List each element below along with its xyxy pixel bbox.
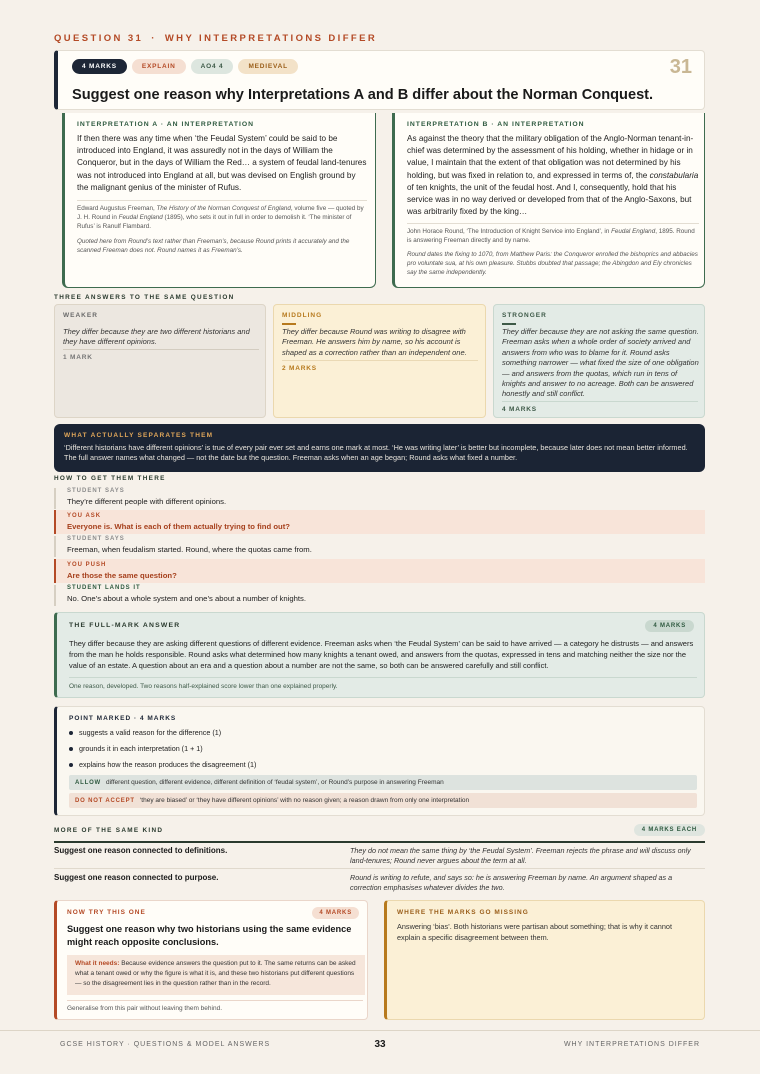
point-marked-label: POINT MARKED · 4 MARKS: [69, 715, 177, 722]
footer-divider: [0, 1030, 760, 1031]
turn-label: YOU PUSH: [67, 562, 107, 568]
interpretation-a-card: [62, 113, 376, 288]
separates-label: WHAT ACTUALLY SEPARATES THEM: [64, 432, 214, 439]
bullet-icon: [69, 763, 73, 767]
try-this-badge: 4 MARKS: [312, 907, 359, 919]
interpretation-a-label: INTERPRETATION A · AN INTERPRETATION: [77, 121, 255, 128]
interpretation-b-label: INTERPRETATION B · AN INTERPRETATION: [407, 121, 585, 128]
separates-text: ‘Different historians have different opinions’ is true of every pair ever set and earns one mark at most. ‘He was writing later’ is better but incomplete, because later does not mean better informed. The full answer names what changed — not the date but the question. Freeman asks when an age began; Round asks what fixed a number.: [64, 443, 688, 463]
separates-panel: [54, 424, 705, 472]
interpretation-b-note: Round dates the fixing to 1070, from Matthew Paris: the Conqueror enrolled the bishoprics and abbacies pro voluntate sua, at his own pleasure. Stubbs doubted that passage; the Abingdon and Ely chronicles say the same independently.: [407, 251, 698, 276]
turn-text: No. One’s about a whole system and one’s about a number of knights.: [67, 594, 307, 603]
turn-text: They’re different people with different opinions.: [67, 497, 227, 506]
full-mark-note: One reason, developed. Two reasons half-explained score lower than one explained properly.: [69, 683, 338, 690]
criterion-item: explains how the reason produces the disagreement (1): [69, 760, 256, 769]
bullet-icon: [69, 731, 73, 735]
turn-text: Are those the same question?: [67, 571, 177, 580]
more-answer: They do not mean the same thing by ‘the Feudal System’. Freeman rejects the phrase and will discuss only land-tenures; Round never argues about the term at all.: [350, 846, 691, 865]
turn-label: STUDENT LANDS IT: [67, 585, 141, 591]
try-this-divider: [67, 1000, 363, 1001]
weaker-label: WEAKER: [63, 312, 98, 319]
question-kicker: [54, 33, 377, 44]
how-to-heading: HOW TO GET THEM THERE: [54, 475, 166, 482]
do-not-accept-row: DO NOT ACCEPT ‘they are biased’ or ‘they have different opinions’ with no reason given; a reason drawn from only one interpretation: [69, 793, 697, 808]
criterion-item: grounds it in each interpretation (1 + 1): [69, 744, 203, 753]
ao-badge: AO4 4: [191, 59, 234, 74]
middling-label: MIDDLING: [282, 312, 323, 319]
question-label: QUESTION 31: [54, 33, 144, 44]
question-badges: [72, 59, 298, 74]
topic-label: WHY INTERPRETATIONS DIFFER: [164, 33, 378, 44]
full-mark-label: THE FULL-MARK ANSWER: [69, 622, 181, 629]
weaker-marks: 1 MARK: [63, 349, 259, 361]
full-mark-text: They differ because they are asking different questions of different evidence. Freeman asks when ‘the Feudal System’ can be said to have arrived — a category he distrusts — and answers from the man he holds responsible. Round asks what determined how many knights a tenant owed, and answers from the quotas, expressed in tens and matching neither the size nor the value of an estate. A question about an era and a question about a number are not the same, so both can be answered carefully and still conflict.: [69, 639, 694, 670]
question-card: [54, 50, 705, 110]
command-badge: EXPLAIN: [132, 59, 186, 74]
turn-label: STUDENT SAYS: [67, 488, 125, 494]
turn-label: YOU ASK: [67, 513, 102, 519]
weaker-text: They differ because they are two different historians and they have different opinions.: [63, 327, 250, 347]
footer-chapter: WHY INTERPRETATIONS DIFFER: [563, 1041, 700, 1048]
middling-accent: [282, 323, 296, 325]
stronger-accent: [502, 323, 516, 325]
try-this-question: Suggest one reason why two historians using the same evidence might reach opposite conclusions.: [67, 924, 352, 947]
more-heading: MORE OF THE SAME KIND: [54, 827, 164, 834]
interpretation-a-note: Quoted here from Round’s text rather than Freeman’s, because Round prints it accurately and the scanned Freeman does not. Round names it as Freeman’s.: [77, 238, 350, 254]
question-text: Suggest one reason why Interpretations A and B differ about the Norman Conquest.: [72, 87, 654, 103]
more-question: Suggest one reason connected to definitions.: [54, 846, 228, 855]
bullet-icon: [69, 747, 73, 751]
more-badge: 4 MARKS EACH: [634, 824, 705, 836]
stronger-answer-card: [493, 304, 705, 418]
dialogue-turn-student: [54, 536, 705, 557]
middling-marks: 2 MARKS: [282, 360, 478, 372]
try-this-label: NOW TRY THIS ONE: [67, 909, 146, 916]
dialogue-turn-teacher: [54, 559, 705, 583]
more-row-divider: [54, 868, 705, 869]
turn-text: Freeman, when feudalism started. Round, where the quotas came from.: [67, 545, 312, 554]
interpretation-b-body: As against the theory that the military obligation of the Anglo-Norman tenant-in-chief was determined by the assessment of his holding, whether in hidage or in value, I maintain that the extent of that obligation was not determined by his holding, but was fixed in relation to, and expressed in terms of, the constabularia of ten knights, the unit of the feudal host. And I, consequently, hold that his service was in no way derived or developed from that of the Anglo-Saxons, but was arbitrarily fixed by the king…: [407, 134, 699, 217]
try-this-card: [54, 900, 368, 1020]
footer-book-title: GCSE HISTORY · QUESTIONS & MODEL ANSWERS: [60, 1041, 271, 1048]
dialogue-turn-student: [54, 488, 705, 509]
stronger-label: STRONGER: [502, 312, 547, 319]
stronger-text: They differ because they are not asking the same question. Freeman asks when a whole order of society arrived and answers from who was to blame for it. Round asks something narrower — what fixed the size of one obligation — and answers from the quotas, which run in tens of knights and answer to no acreage. Both can be answered honestly and still conflict.: [502, 327, 699, 399]
interpretation-a-divider: [77, 200, 367, 201]
weaker-answer-card: [54, 304, 266, 418]
page-number: 33: [374, 1039, 386, 1050]
question-number: 31: [669, 56, 692, 78]
marks-badge: 4 MARKS: [72, 59, 127, 74]
turn-label: STUDENT SAYS: [67, 536, 125, 542]
dialogue-turn-teacher: [54, 510, 705, 534]
more-answer: Round is writing to refute, and says so: he is answering Freeman by name. An argument shaped as a correction emphasises whatever divides the two.: [350, 873, 673, 892]
full-mark-badge: 4 MARKS: [645, 620, 694, 632]
full-mark-answer-card: [54, 612, 705, 698]
marks-missing-text: Answering ‘bias’. Both historians were partisan about something; that is why it cannot explain a specific disagreement between them.: [397, 922, 672, 942]
marks-missing-card: [384, 900, 705, 1020]
interpretation-a-source: Edward Augustus Freeman, The History of the Norman Conquest of England, volume five — quoted by J. H. Round in Feudal England (1895), who sets it out in full in order to demolish it. ‘The minister of Rufus’ is Ranulf Flambard.: [77, 205, 364, 230]
interpretation-b-divider: [407, 223, 699, 224]
dialogue-turn-student-lands: [54, 585, 705, 606]
period-badge: MEDIEVAL: [238, 59, 298, 74]
interpretation-b-card: [392, 113, 705, 288]
kicker-separator: ·: [151, 33, 157, 44]
full-mark-divider: [69, 677, 697, 678]
interpretation-b-source: John Horace Round, ‘The Introduction of Knight Service into England’, in Feudal England, 1895. Round is answering Freeman directly and by name.: [407, 228, 695, 244]
interpretation-a-body: If then there was any time when ‘the Feudal System’ could be said to be introduced into England, it was assuredly not in the days of William the Conqueror, but in the days of William the Red… a system of feudal land-tenures was not introduced into England at all, but was devised on English ground by the malignant genius of the minister of Rufus.: [77, 134, 367, 192]
middling-answer-card: [273, 304, 486, 418]
marks-missing-label: WHERE THE MARKS GO MISSING: [397, 909, 529, 916]
what-it-needs: What it needs: Because evidence answers the question put to it. The same returns can be asked what a tenant owed or why the figure is what it is, and these two historians put different questions — so the disagreement lies in the question rather than in the record.: [67, 955, 365, 995]
criterion-item: suggests a valid reason for the difference (1): [69, 728, 221, 737]
stronger-marks: 4 MARKS: [502, 401, 698, 413]
allow-row: ALLOW different question, different evidence, different definition of ‘feudal system’, or Round’s purpose in answering Freeman: [69, 775, 697, 790]
more-question: Suggest one reason connected to purpose.: [54, 873, 219, 882]
try-this-footer: Generalise from this pair without leaving them behind.: [67, 1005, 222, 1012]
three-answers-heading: THREE ANSWERS TO THE SAME QUESTION: [54, 294, 235, 301]
turn-text: Everyone is. What is each of them actually trying to find out?: [67, 522, 290, 531]
more-divider: [54, 841, 705, 843]
point-marked-card: [54, 706, 705, 816]
middling-text: They differ because Round was writing to disagree with Freeman. He answers him by name, so his account is shaped as a correction rather than an independent one.: [282, 327, 467, 357]
